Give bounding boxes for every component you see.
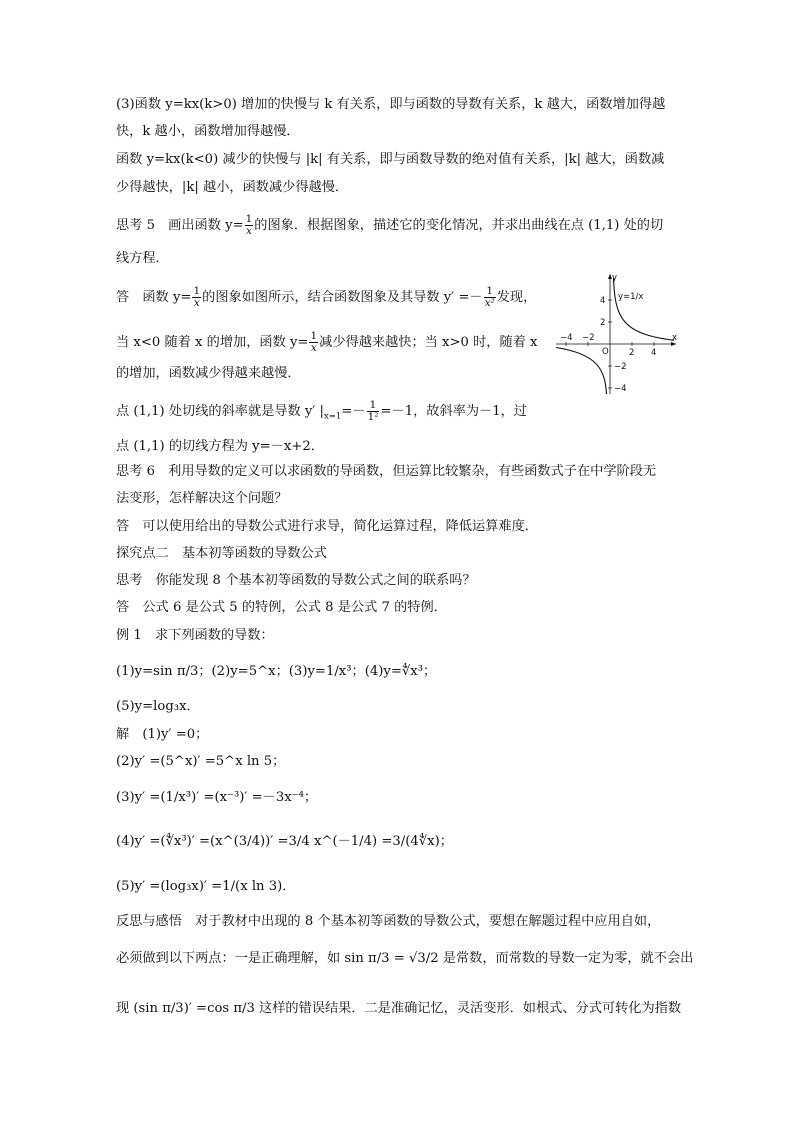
answer5-line2: 当 x<0 随着 x 的增加，函数 y= $\frac{1}{x}$ 减少得越来越快；当 x>0 时，随着 x (116, 330, 538, 354)
graph-svg (552, 268, 682, 398)
origin-label: O (602, 347, 609, 357)
reciprocal-function-graph (552, 268, 682, 398)
fraction-1-over-1sq: $\frac{1}{\text{1²}}$ (367, 399, 379, 423)
solution-line: (5)y′ =(log₃x)′ =1/(x ln 3)． (116, 879, 296, 894)
tick-label: 2 (629, 348, 635, 358)
text-line: 快，k 越小，函数增加得越慢． (116, 124, 300, 139)
example-heading: 例 1 求下列函数的导数： (116, 628, 274, 643)
text-line: (3)函数 y=kx(k>0) 增加的快慢与 k 有关系，即与函数的导数有关系，k 越大，函数增加得越 (116, 97, 666, 112)
formula-line: (1)y=sin π/3；(2)y=5^x；(3)y=1/x³；(4)y=∜x³； (116, 664, 437, 679)
tick-label: 4 (651, 348, 657, 358)
text-line: 点 (1,1) 的切线方程为 y=－x+2． (116, 439, 324, 454)
text-line: 的增加，函数减少得越来越慢． (116, 366, 301, 381)
reflection-line: 反思与感悟 对于教材中出现的 8 个基本初等函数的导数公式，要想在解题过程中应用自如， (116, 914, 661, 929)
section-heading: 探究点二 基本初等函数的导数公式 (116, 546, 327, 561)
tick-label: −4 (560, 333, 573, 343)
answer5-line: 答 函数 y= $\frac{1}{x}$ 的图象如图所示，结合函数图象及其导数 y′ =－ $\frac{1}{\text{x²}}$ 发现， (116, 285, 537, 309)
fraction-1-over-x: $\frac{1}{x}$ (193, 285, 201, 309)
tick-label: 2 (600, 318, 606, 328)
fraction-1-over-x: $\frac{1}{x}$ (245, 213, 253, 237)
text-line: 线方程． (116, 251, 169, 266)
y-axis-label: y (612, 273, 618, 283)
reflection-line: 现 (sin π/3)′ =cos π/3 这样的错误结果．二是准确记忆，灵活变形．如根式、分式可转化为指数 (116, 1001, 682, 1016)
solution-line: (2)y′ =(5^x)′ =5^x ln 5； (116, 754, 286, 769)
tick-label: −2 (614, 362, 627, 372)
slope-line: 点 (1,1) 处切线的斜率就是导数 y′ $|_{x=1}=-$ $\frac{1}{\text{1²}}$ =－1，故斜率为－1，过 (116, 399, 527, 423)
function-label: y=1/x (618, 292, 644, 302)
text-line: 法变形，怎样解决这个问题？ (116, 491, 288, 506)
curve-branch-negative (556, 348, 607, 395)
solution-line: (3)y′ =(1/x³)′ =(x⁻³)′ =－3x⁻⁴； (116, 790, 318, 805)
text-line: 少得越快，|k| 越小，函数减少得越慢． (116, 180, 349, 195)
text-line: 答 公式 6 是公式 5 的特例，公式 8 是公式 7 的特例． (116, 600, 447, 615)
formula-line: (5)y=log₃x． (116, 699, 200, 714)
curve-branch-positive (614, 278, 675, 340)
think5-line (116, 214, 663, 237)
tick-label: −2 (582, 333, 595, 343)
think5-part2: 的图象．根据图象，描述它的变化情况，并求出曲线在点 (1,1) 处的切 (254, 218, 664, 233)
tick-label: 4 (600, 296, 606, 306)
reflection-line: 必须做到以下两点：一是正确理解，如 sin π/3 = √3/2 是常数，而常数的导数一定为零，就不会出 (116, 951, 694, 966)
text-line: 思考 你能发现 8 个基本初等函数的导数公式之间的联系吗？ (116, 573, 476, 588)
solution-line: 解 (1)y′ =0； (116, 727, 209, 742)
text-line: 答 可以使用给出的导数公式进行求导，简化运算过程，降低运算难度． (116, 519, 538, 534)
text-line: 思考 6 利用导数的定义可以求函数的导函数，但运算比较繁杂，有些函数式子在中学阶段无 (116, 464, 657, 479)
fraction-1-over-x2: $\frac{1}{\text{x²}}$ (484, 285, 495, 309)
x-axis-label: x (672, 333, 678, 343)
solution-line: (4)y′ =(∜x³)′ =(x^(3/4))′ =3/4 x^(－1/4) =3/(4∜x)； (116, 834, 453, 849)
fraction-1-over-x: $\frac{1}{x}$ (310, 330, 318, 354)
text-line: 函数 y=kx(k<0) 减少的快慢与 |k| 有关系，即与函数导数的绝对值有关系，|k| 越大，函数减 (116, 152, 665, 167)
think5-part1: 思考 5 画出函数 y= (116, 218, 244, 233)
tick-label: −4 (614, 384, 627, 394)
